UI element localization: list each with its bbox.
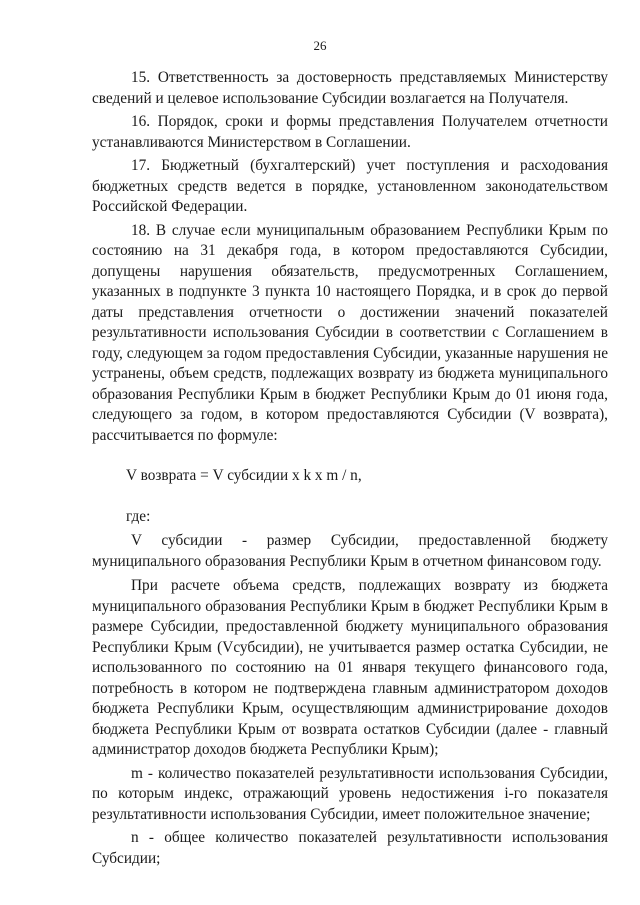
page-number: 26 <box>313 38 327 53</box>
return-formula: V возврата = V субсидии x k x m / n, <box>126 467 362 484</box>
m-definition: m - количество показателей результативности использования Субсидии, по которым индекс, отражающий уровень недостижения i-го показателя результативности использования Субсидии, имеет положительное значение; <box>92 764 608 823</box>
paragraph-18: 18. В случае если муниципальным образованием Республики Крым по состоянию на 31 декабря года, в котором предоставляются Субсидии, допущены нарушения обязательств, предусмотренных Соглашением, указанных в подпункте 3 пункта 10 настоящего Порядка, и в срок до первой даты представления отчетности о достижении значений показателей результативности использования Субсидии в соответствии с Соглашением в году, следующем за годом предоставления Субсидии, указанные нарушения не устранены, объем средств, подлежащих возврату из бюджета муниципального образования Республики Крым в бюджет Республики Крым до 01 июня года, следующего за годом, в котором предоставляются Субсидии (V возврата), рассчитывается по формуле: <box>92 221 608 444</box>
paragraph-17: 17. Бюджетный (бухгалтерский) учет поступления и расходования бюджетных средств ведется в порядке, установленном законодательством Российской Федерации. <box>92 157 608 215</box>
where-label: где: <box>126 507 151 525</box>
calculation-note: При расчете объема средств, подлежащих возврату из бюджета муниципального образования Республики Крым в бюджет Республики Крым в размере Субсидии, предоставленной бюджету муниципального образования Республики Крым (Vсубсидии), не учитывается размер остатка Субсидии, не использованного по состоянию на 01 января текущего финансового года, потребность в котором не подтверждена главным администратором доходов бюджета Республики Крым, осуществляющим администрирование доходов бюджета Республики Крым от возврата остатков Субсидии (далее - главный администратор доходов бюджета Республики Крым); <box>92 577 608 758</box>
document-body <box>92 68 608 872</box>
paragraph-16: 16. Порядок, сроки и формы представления Получателем отчетности устанавливаются Министерством в Соглашении. <box>92 113 608 151</box>
v-subsidy-definition: V субсидии - размер Субсидии, предоставленной бюджету муниципального образования Республики Крым в отчетном финансовом году. <box>92 532 608 570</box>
n-definition: n - общее количество показателей результативности использования Субсидии; <box>92 829 608 867</box>
paragraph-15: 15. Ответственность за достоверность представляемых Министерству сведений и целевое использование Субсидии возлагается на Получателя. <box>92 69 608 107</box>
